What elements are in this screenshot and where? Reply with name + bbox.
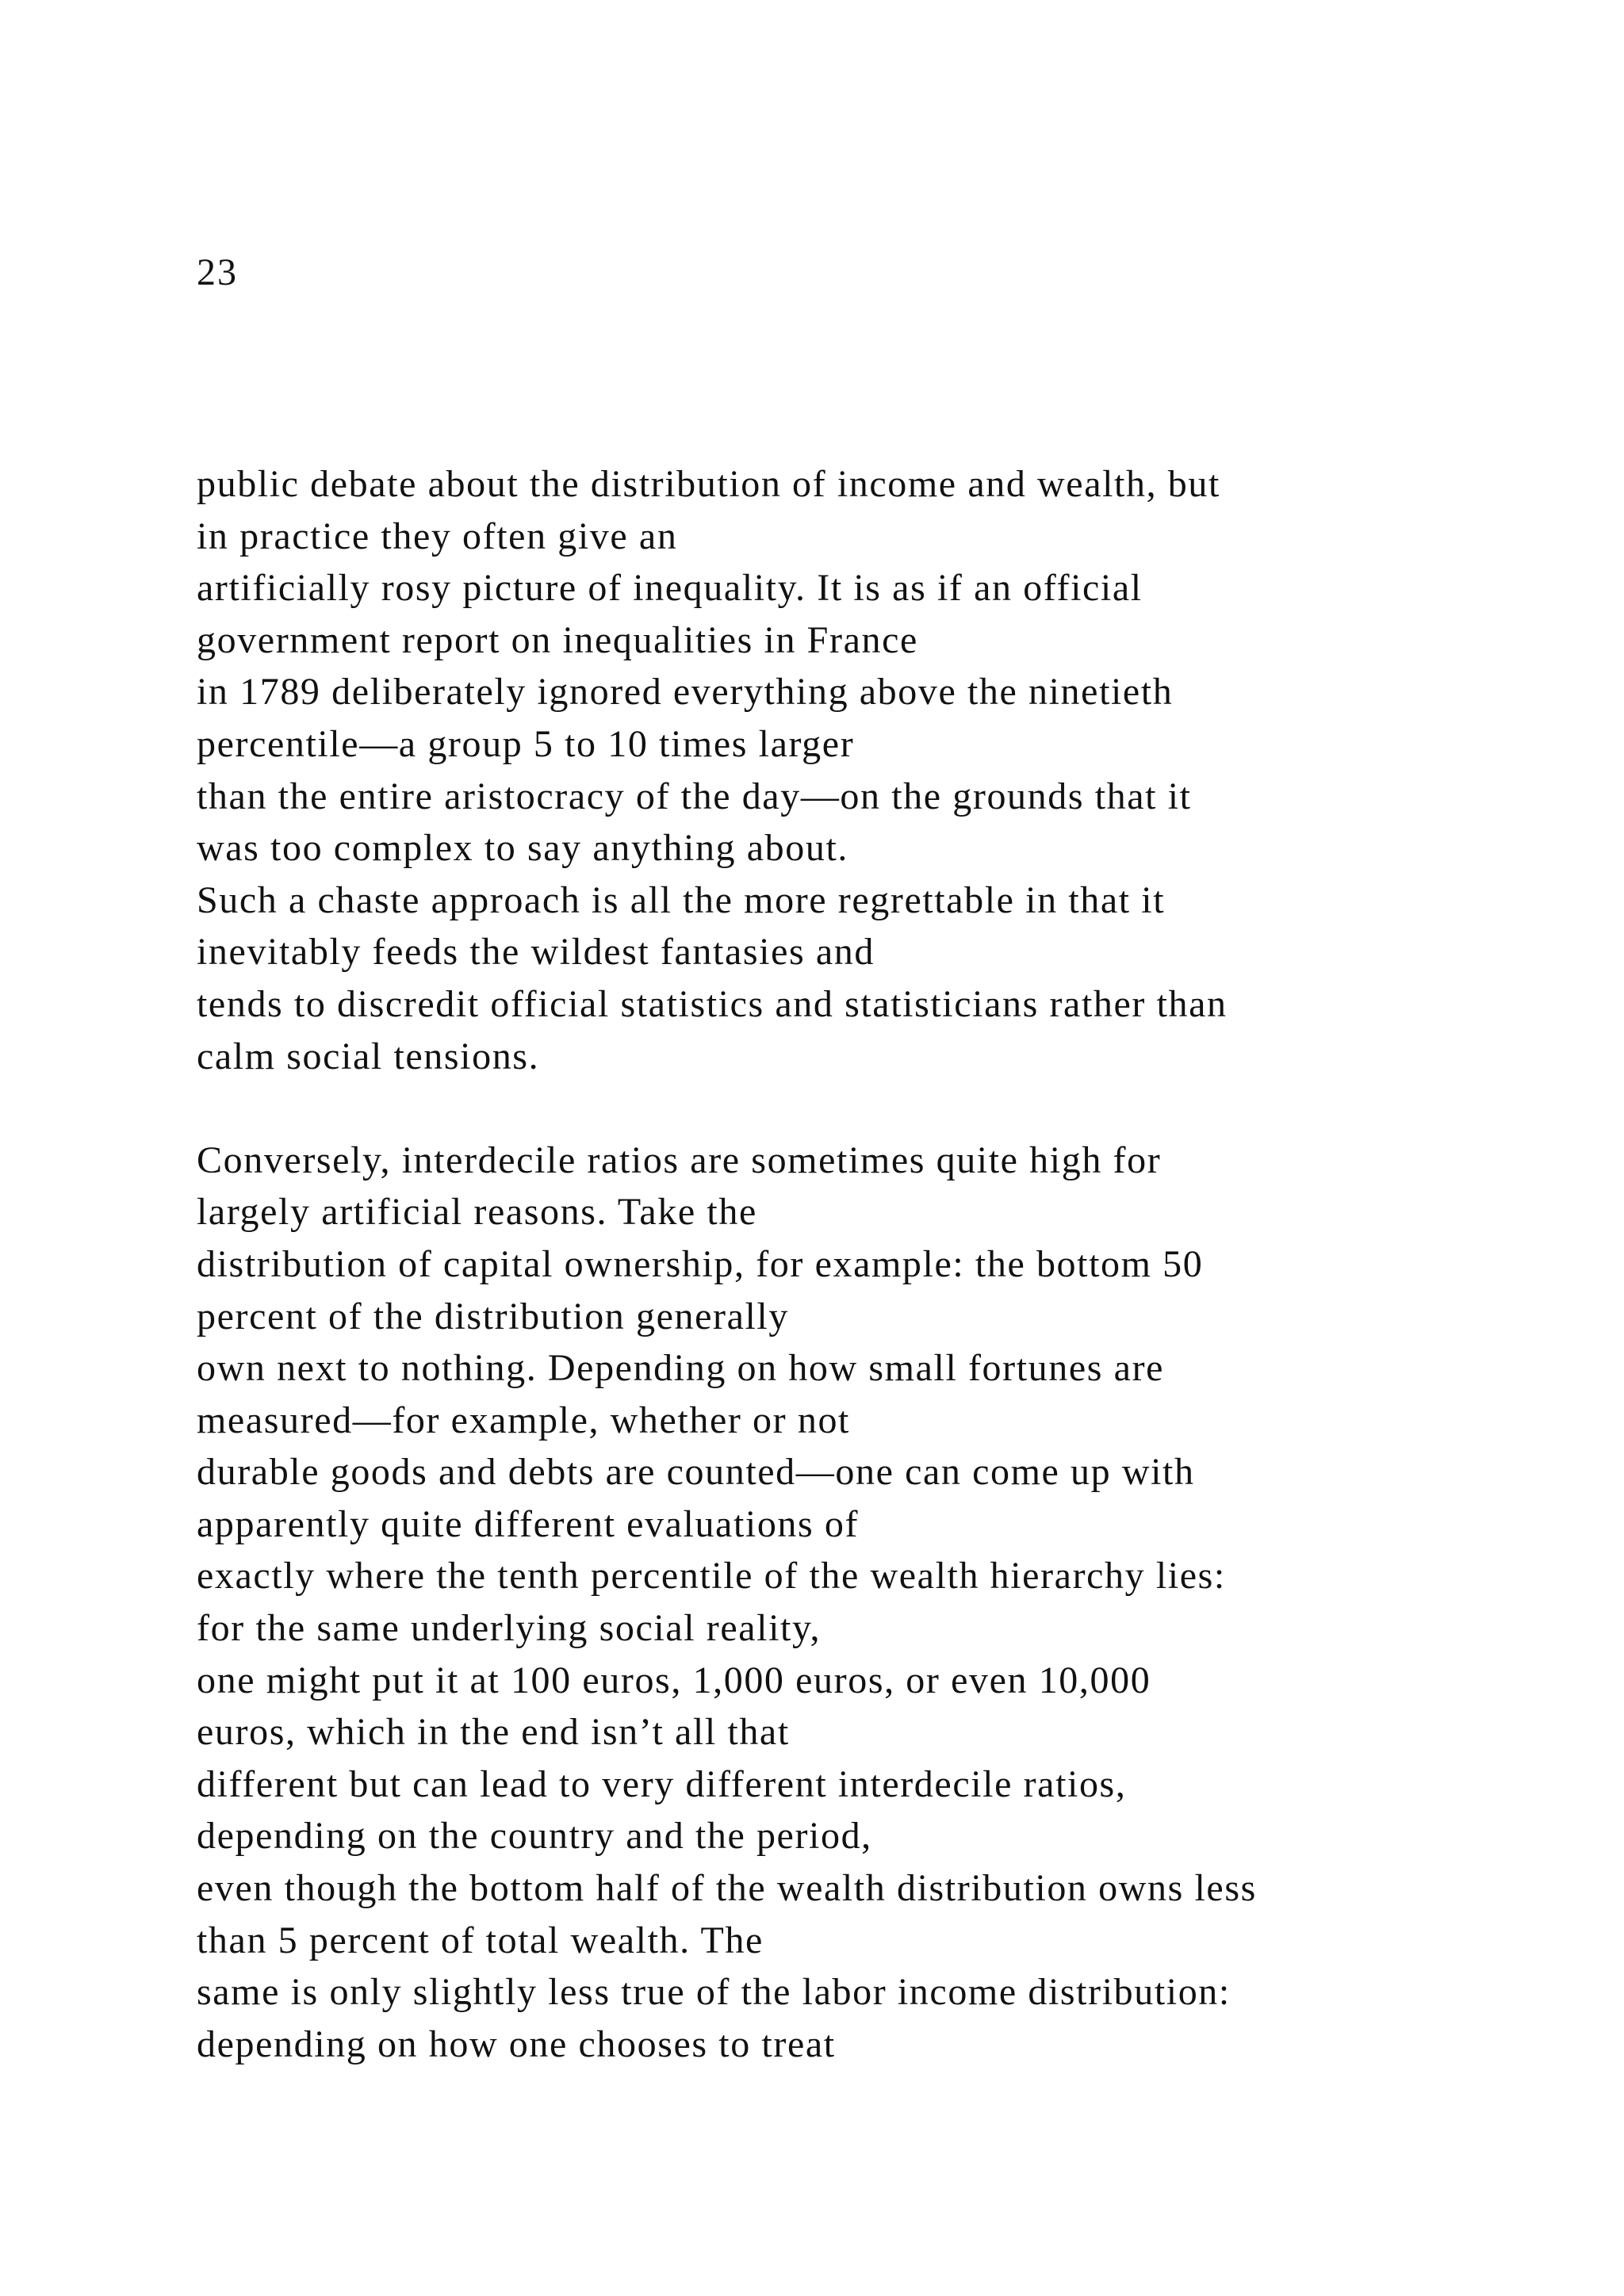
text-line: same is only slightly less true of the labor income distribution: [197, 1971, 1231, 2014]
text-line: in 1789 deliberately ignored everything above the ninetieth [197, 671, 1174, 714]
text-line: exactly where the tenth percentile of the wealth hierarchy lies: [197, 1555, 1226, 1598]
text-line: even though the bottom half of the wealth distribution owns less [197, 1867, 1257, 1910]
text-line: tends to discredit official statistics and statisticians rather than [197, 982, 1228, 1025]
page-number: 23 [197, 251, 238, 293]
text-line: inevitably feeds the wildest fantasies and [197, 931, 875, 974]
text-line: euros, which in the end isn’t all that [197, 1711, 790, 1754]
text-line: one might put it at 100 euros, 1,000 euros, or even 10,000 [197, 1659, 1151, 1701]
text-line: largely artificial reasons. Take the [197, 1191, 757, 1234]
text-line: distribution of capital ownership, for example: the bottom 50 [197, 1242, 1204, 1285]
text-line: apparently quite different evaluations of [197, 1502, 860, 1545]
text-line: depending on the country and the period, [197, 1815, 872, 1858]
text-line: durable goods and debts are counted—one can come up with [197, 1451, 1195, 1494]
text-line: own next to nothing. Depending on how small fortunes are [197, 1347, 1165, 1390]
text-line: different but can lead to very different interdecile ratios, [197, 1762, 1127, 1805]
text-line: artificially rosy picture of inequality. It is as if an official [197, 567, 1143, 610]
paragraph-1 [197, 458, 1545, 1082]
text-line: public debate about the distribution of income and wealth, but [197, 463, 1220, 505]
text-line: for the same underlying social reality, [197, 1607, 822, 1650]
text-line: percentile—a group 5 to 10 times larger [197, 722, 855, 765]
text-line: Such a chaste approach is all the more regrettable in that it [197, 878, 1166, 921]
paragraph-2 [197, 1135, 1545, 2071]
text-line: depending on how one chooses to treat [197, 2022, 836, 2065]
text-line: than the entire aristocracy of the day—on the grounds that it [197, 775, 1192, 817]
paragraph-gap [197, 1082, 1545, 1135]
text-line: Conversely, interdecile ratios are sometimes quite high for [197, 1138, 1162, 1181]
text-line: than 5 percent of total wealth. The [197, 1919, 764, 1961]
body-text [197, 458, 1545, 2070]
text-line: in practice they often give an [197, 515, 678, 557]
text-line: calm social tensions. [197, 1035, 540, 1077]
text-line: percent of the distribution generally [197, 1295, 789, 1337]
text-line: government report on inequalities in France [197, 618, 918, 661]
text-line: was too complex to say anything about. [197, 827, 849, 870]
text-line: measured—for example, whether or not [197, 1399, 850, 1441]
